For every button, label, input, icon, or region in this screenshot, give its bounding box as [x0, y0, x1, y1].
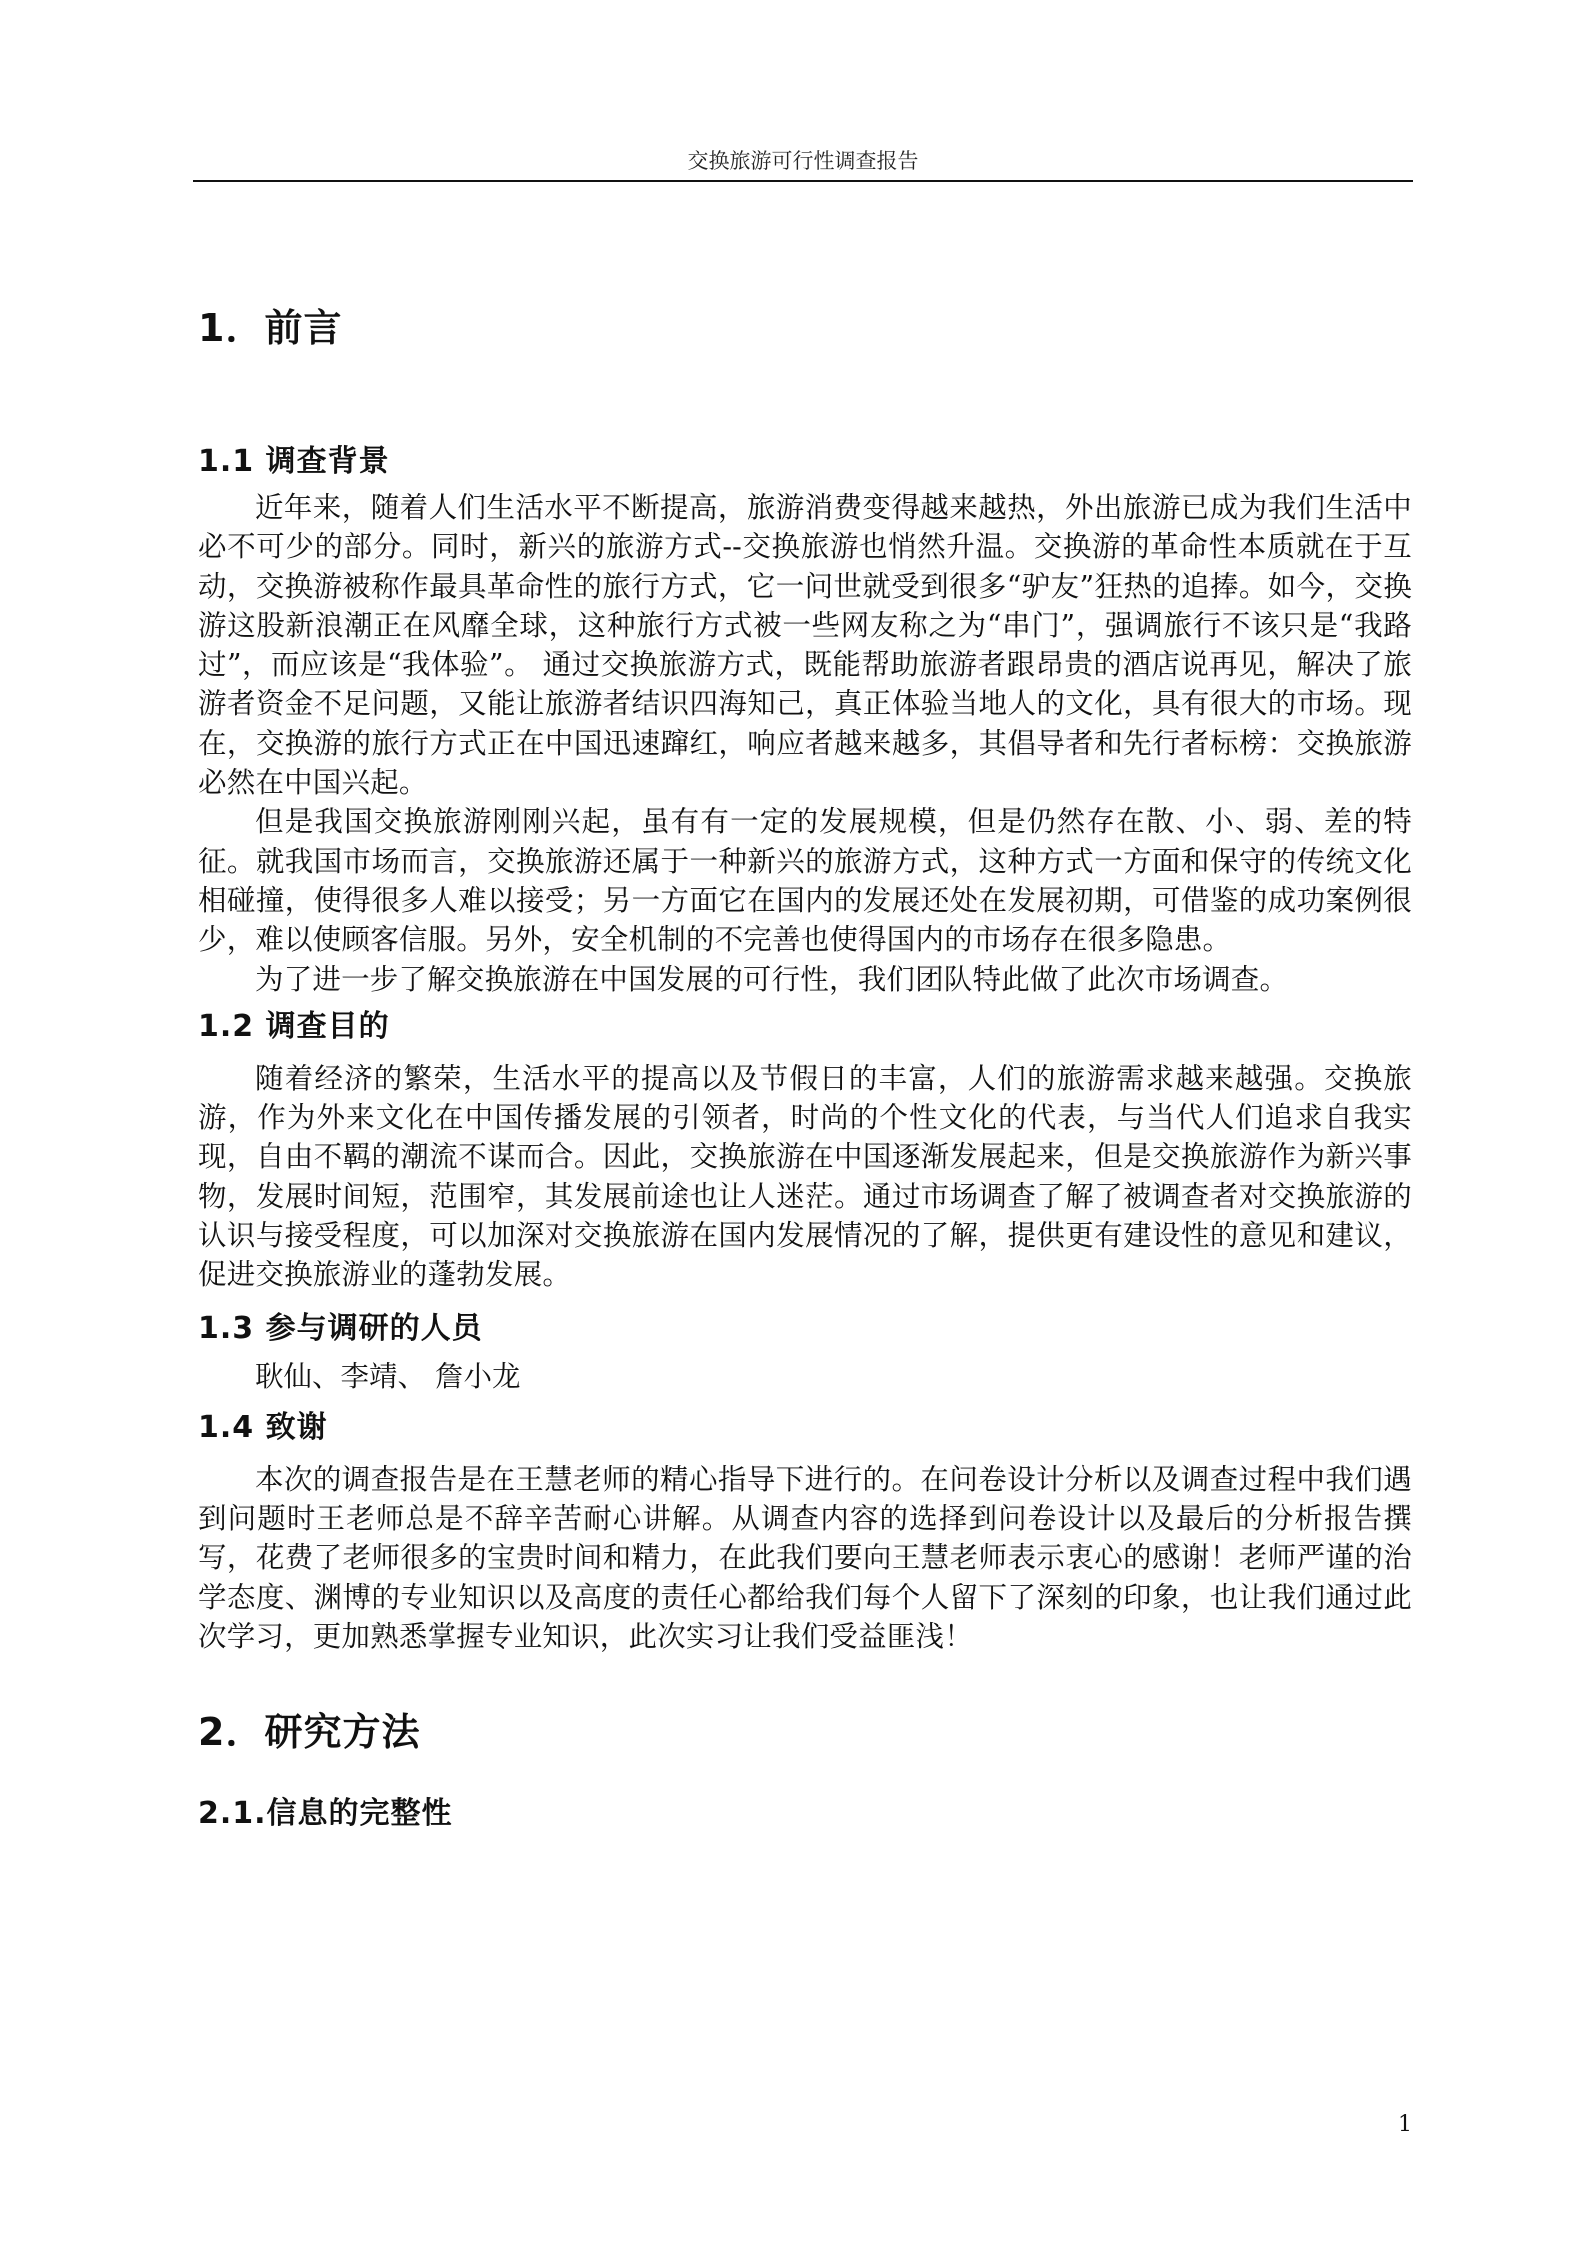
section-2-heading: 2．研究方法: [198, 1710, 421, 1755]
section-1-4-heading: 1.4 致谢: [198, 1409, 328, 1445]
section-2-1-heading: 2.1.信息的完整性: [198, 1796, 453, 1832]
section-1-3-heading: 1.3 参与调研的人员: [198, 1310, 483, 1346]
section-1-1-heading: 1.1 调查背景: [198, 444, 390, 479]
section-1-4-paragraph-1: 本次的调查报告是在王慧老师的精心指导下进行的。在问卷设计分析以及调查过程中我们遇到问题时王老师总是不辞辛苦耐心讲解。从调查内容的选择到问卷设计以及最后的分析报告撰写，花费了老师很多的宝贵时间和精力，在此我们要向王慧老师表示衷心的感谢！老师严谨的治学态度、渊博的专业知识以及高度的责任心都给我们每个人留下了深刻的印象，也让我们通过此次学习，更加熟悉掌握专业知识，此次实习让我们受益匪浅！: [198, 1462, 1412, 1653]
section-1-1-paragraph-3: 为了进一步了解交换旅游在中国发展的可行性，我们团队特此做了此次市场调查。: [255, 962, 1289, 996]
section-1-1-paragraph-1: 近年来，随着人们生活水平不断提高，旅游消费变得越来越热，外出旅游已成为我们生活中必不可少的部分。同时，新兴的旅游方式--交换旅游也悄然升温。交换游的革命性本质就在于互动，交换游被称作最具革命性的旅行方式，它一问世就受到很多“驴友”狂热的追捧。如今，交换游这股新浪潮正在风靡全球，这种旅行方式被一些网友称之为“串门”，强调旅行不该只是“我路过”，而应该是“我体验”。 通过交换旅游方式，既能帮助旅游者跟昂贵的酒店说再见，解决了旅游者资金不足问题，又能让旅游者结识四海知己，真正体验当地人的文化，具有很大的市场。现在，交换游的旅行方式正在中国迅速蹿红，响应者越来越多，其倡导者和先行者标榜：交换旅游必然在中国兴起。: [198, 491, 1412, 800]
running-header: 交换旅游可行性调查报告: [687, 149, 919, 173]
section-1-heading: 1．前言: [198, 306, 343, 350]
page-number: 1: [1398, 2112, 1412, 2137]
section-1-2-heading: 1.2 调查目的: [198, 1008, 390, 1044]
header-divider: [193, 180, 1413, 182]
team-members: 耿仙、李靖、 詹小龙: [255, 1359, 521, 1393]
section-1-2-paragraph-1: 随着经济的繁荣，生活水平的提高以及节假日的丰富，人们的旅游需求越来越强。交换旅游，作为外来文化在中国传播发展的引领者，时尚的个性文化的代表，与当代人们追求自我实现，自由不羁的潮流不谋而合。因此，交换旅游在中国逐渐发展起来，但是交换旅游作为新兴事物，发展时间短，范围窄，其发展前途也让人迷茫。通过市场调查了解了被调查者对交换旅游的认识与接受程度，可以加深对交换旅游在国内发展情况的了解，提供更有建设性的意见和建议，促进交换旅游业的蓬勃发展。: [198, 1061, 1412, 1292]
page-content: [198, 300, 1412, 1836]
section-1-1-paragraph-2: 但是我国交换旅游刚刚兴起，虽有有一定的发展规模，但是仍然存在散、小、弱、差的特征。就我国市场而言，交换旅游还属于一种新兴的旅游方式，这种方式一方面和保守的传统文化相碰撞，使得很多人难以接受；另一方面它在国内的发展还处在发展初期，可借鉴的成功案例很少，难以使顾客信服。另外，安全机制的不完善也使得国内的市场存在很多隐患。: [198, 805, 1412, 957]
